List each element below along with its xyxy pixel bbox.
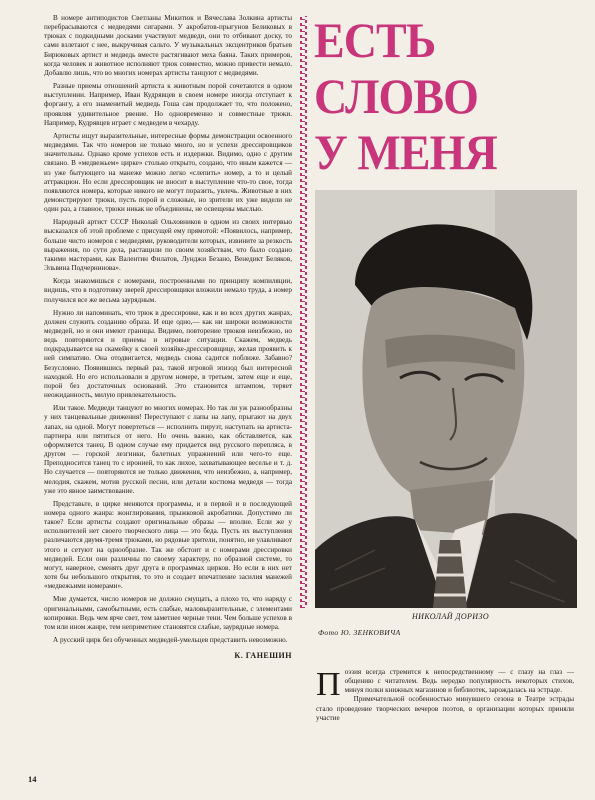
paragraph: Или такое. Медведи танцуют во многих номерах. Но так ли уж разнообразны у них танцевальные движения! Переступают с лапы на лапу, прыгают на двух лапах, на одной. Могут повертеться — исполнить пируэт, наступать на артиста-партнера или пятиться от него. Но очень важно, как обставляется, как оформляется танец. В одном случае ему придается вид русского переплясa, в другом — горской лезгинки, балетных упражнений или чего-то еще. Преподносится танец то с иронией, то как лихое, захватывающее веселье и т. д. Но случается — повторяются не только движения, что неизбежно, а, например, мелодия, скажем, мотив русской песни, или детали костюма медведя — тогда уже это явное заимствование. [44, 404, 292, 495]
photo-credit: Фото Ю. ЗЕНКОВИЧА [318, 628, 401, 637]
right-article-column [316, 668, 574, 723]
left-article-column [44, 14, 292, 770]
title-line: ЕСТЬ [314, 12, 436, 68]
paragraph: В номере антиподистов Светланы Микитюк и Вячеслава Золкина артисты перебрасываются с медведями сигарами. У акробатов-прыгунов Беликовых в трюках с подкидными досками участвуют медведи, они то отбивают доску, то сами взлетают с нее, выкручивая сальто. У музыкальных эксцентриков братьев Бирюковых артист и медведь вместе растягивают меха баяна. Таких примеров, когда человек и животное исполняют трюк совместно, можно привести немало. Добавлю лишь, что во многих номерах артисты танцуют с медведями. [44, 14, 292, 77]
paragraph: Когда знакомишься с номерами, построенными по принципу компиляции, видишь, что в подготовку зверей дрессировщики вложили немало труда, а номер получился все же весьма заурядным. [44, 277, 292, 304]
title-line: СЛОВО [314, 68, 479, 124]
paragraph: Артисты ищут выразительные, интересные формы демонстрации освоенного медведями. Так что номеров не только много, но и успехи дрессировщиков значительны. Однако кроме успехов есть и издержки. Видимо, одно с другим связано. В «медвежьем» цирке» столько открыто, создано, что иным кажется — из уже бытующего на манеже можно легко «слепить» номер, а то и целый аттракцион. Но если дрессировщик не вносит в выступление что-то свое, тогда появляются номера, которые никого не могут поразить, увлечь. Животные в них демонстрируют трюки, пусть порой и сложные, но зрители их уже видели не один раз, а главное, трюки никак не объединены, не освещены мыслью. [44, 131, 292, 214]
page-number: 14 [28, 774, 37, 784]
title-line: У МЕНЯ [314, 124, 497, 180]
paragraph: А русский цирк без обученных медведей-умельцев представить невозможно. [53, 636, 288, 644]
portrait-illustration [315, 190, 577, 608]
portrait-photo [315, 190, 577, 608]
paragraph: Нужно ли напоминать, что трюк в дрессировке, как и во всех других жанрах, должен служить созданию образа. И еще одно,— как ни широки возможности медведей, но и они имеют границы. Видимо, повторение трюков неизбежно, но ведь повторяются и приемы и игровые ситуации. Скажем, медведь подкрадывается на скамейку к своей хозяйке-дрессировщице, желая проявить к ней симпатию. Она отодвигается, медведь снова садится поближе. Забавно? Безусловно. Появившись первый раз, такой игровой эпизод был интересной находкой. Но его использовали в другом номере, в третьем, затем еще и еще, порой без достаточных оснований. Это становится штампом, теряет неожиданность, милую привлекательность. [44, 308, 292, 400]
paragraph: Разные приемы отношений артиста к животным порой сочетаются в одном выступлении. Например, Иван Кудрявцев в своем номере иногда отступает к форгангу, а его знаменитый медведь Гоша сам продолжает то, что положено, проявляя удивительное рвение. Но одновременно и совместные трюки. Например, Кудрявцев играет с медведем в чехарду. [44, 82, 292, 127]
lead-paragraph-text: оэзия всегда стремится к непосредственному — с глазу на глаз — общению с читателем. Ведь нередко популярность некоторых стихов, минуя полки книжных магазинов и библиотек, зарождалась на эстраде. [344, 668, 574, 695]
section-title [314, 12, 555, 180]
ornamental-divider [300, 16, 307, 608]
author-signature: К. ГАНЕШИН [234, 651, 292, 661]
paragraph: Народный артист СССР Николай Ольховников в одном из своих интервью высказался об этой проблеме с присущей ему прямотой: «Появилось, например, больше чисто номеров с медведями, руководители которых, извините за резкость выражения, по сути дела, растащили по своим хозяйствам, что было создано такими мастерами, как Валентин Филатов, Лунджи Безано, Венедикт Беляков, Эльвина Подчернинова». [44, 218, 292, 273]
lead-paragraph [316, 666, 574, 703]
paragraph: Представьте, в цирке меняются программы, и в первой и в последующей номера одного жанра: жонглирования, прыжковой акробатики. Допустимо ли такое? Если артисты создают оригинальные образы — вполне. Если же у исполнителей нет своего творческого лица — это беда. Пусть их выступления различаются двумя-тремя трюками, но рядовые зрители, понятно, не улавливают этого и сетуют на однообразие. Так же обстоит и с номерами дрессировки медведей. Если они различны по своему характеру, по образной системе, то могут, наверное, сменять друг друга в программах цирков. Но если в них нет хотя бы небольшого открытия, то это и создает впечатление засилия манежей «медвежьими номерами». [44, 499, 292, 591]
photo-caption-name: НИКОЛАЙ ДОРИЗО [412, 612, 490, 621]
paragraph: Мне думается, число номеров не должно смущать, а плохо то, что наряду с оригинальными, самобытными, есть слабые, маловыразительные, с элементами копировки. Ведь чем ярче свет, тем заметнее черные тени. Чем больше успехов в том или ином жанре, тем неприметнее становятся слабые, заурядные номера. [44, 595, 292, 631]
paragraph: Примечательной особенностью минувшего сезона в Театре эстрады стало проведение творческих вечеров поэтов, в организации которых приняли участие [316, 695, 574, 722]
drop-cap: П [316, 666, 341, 703]
